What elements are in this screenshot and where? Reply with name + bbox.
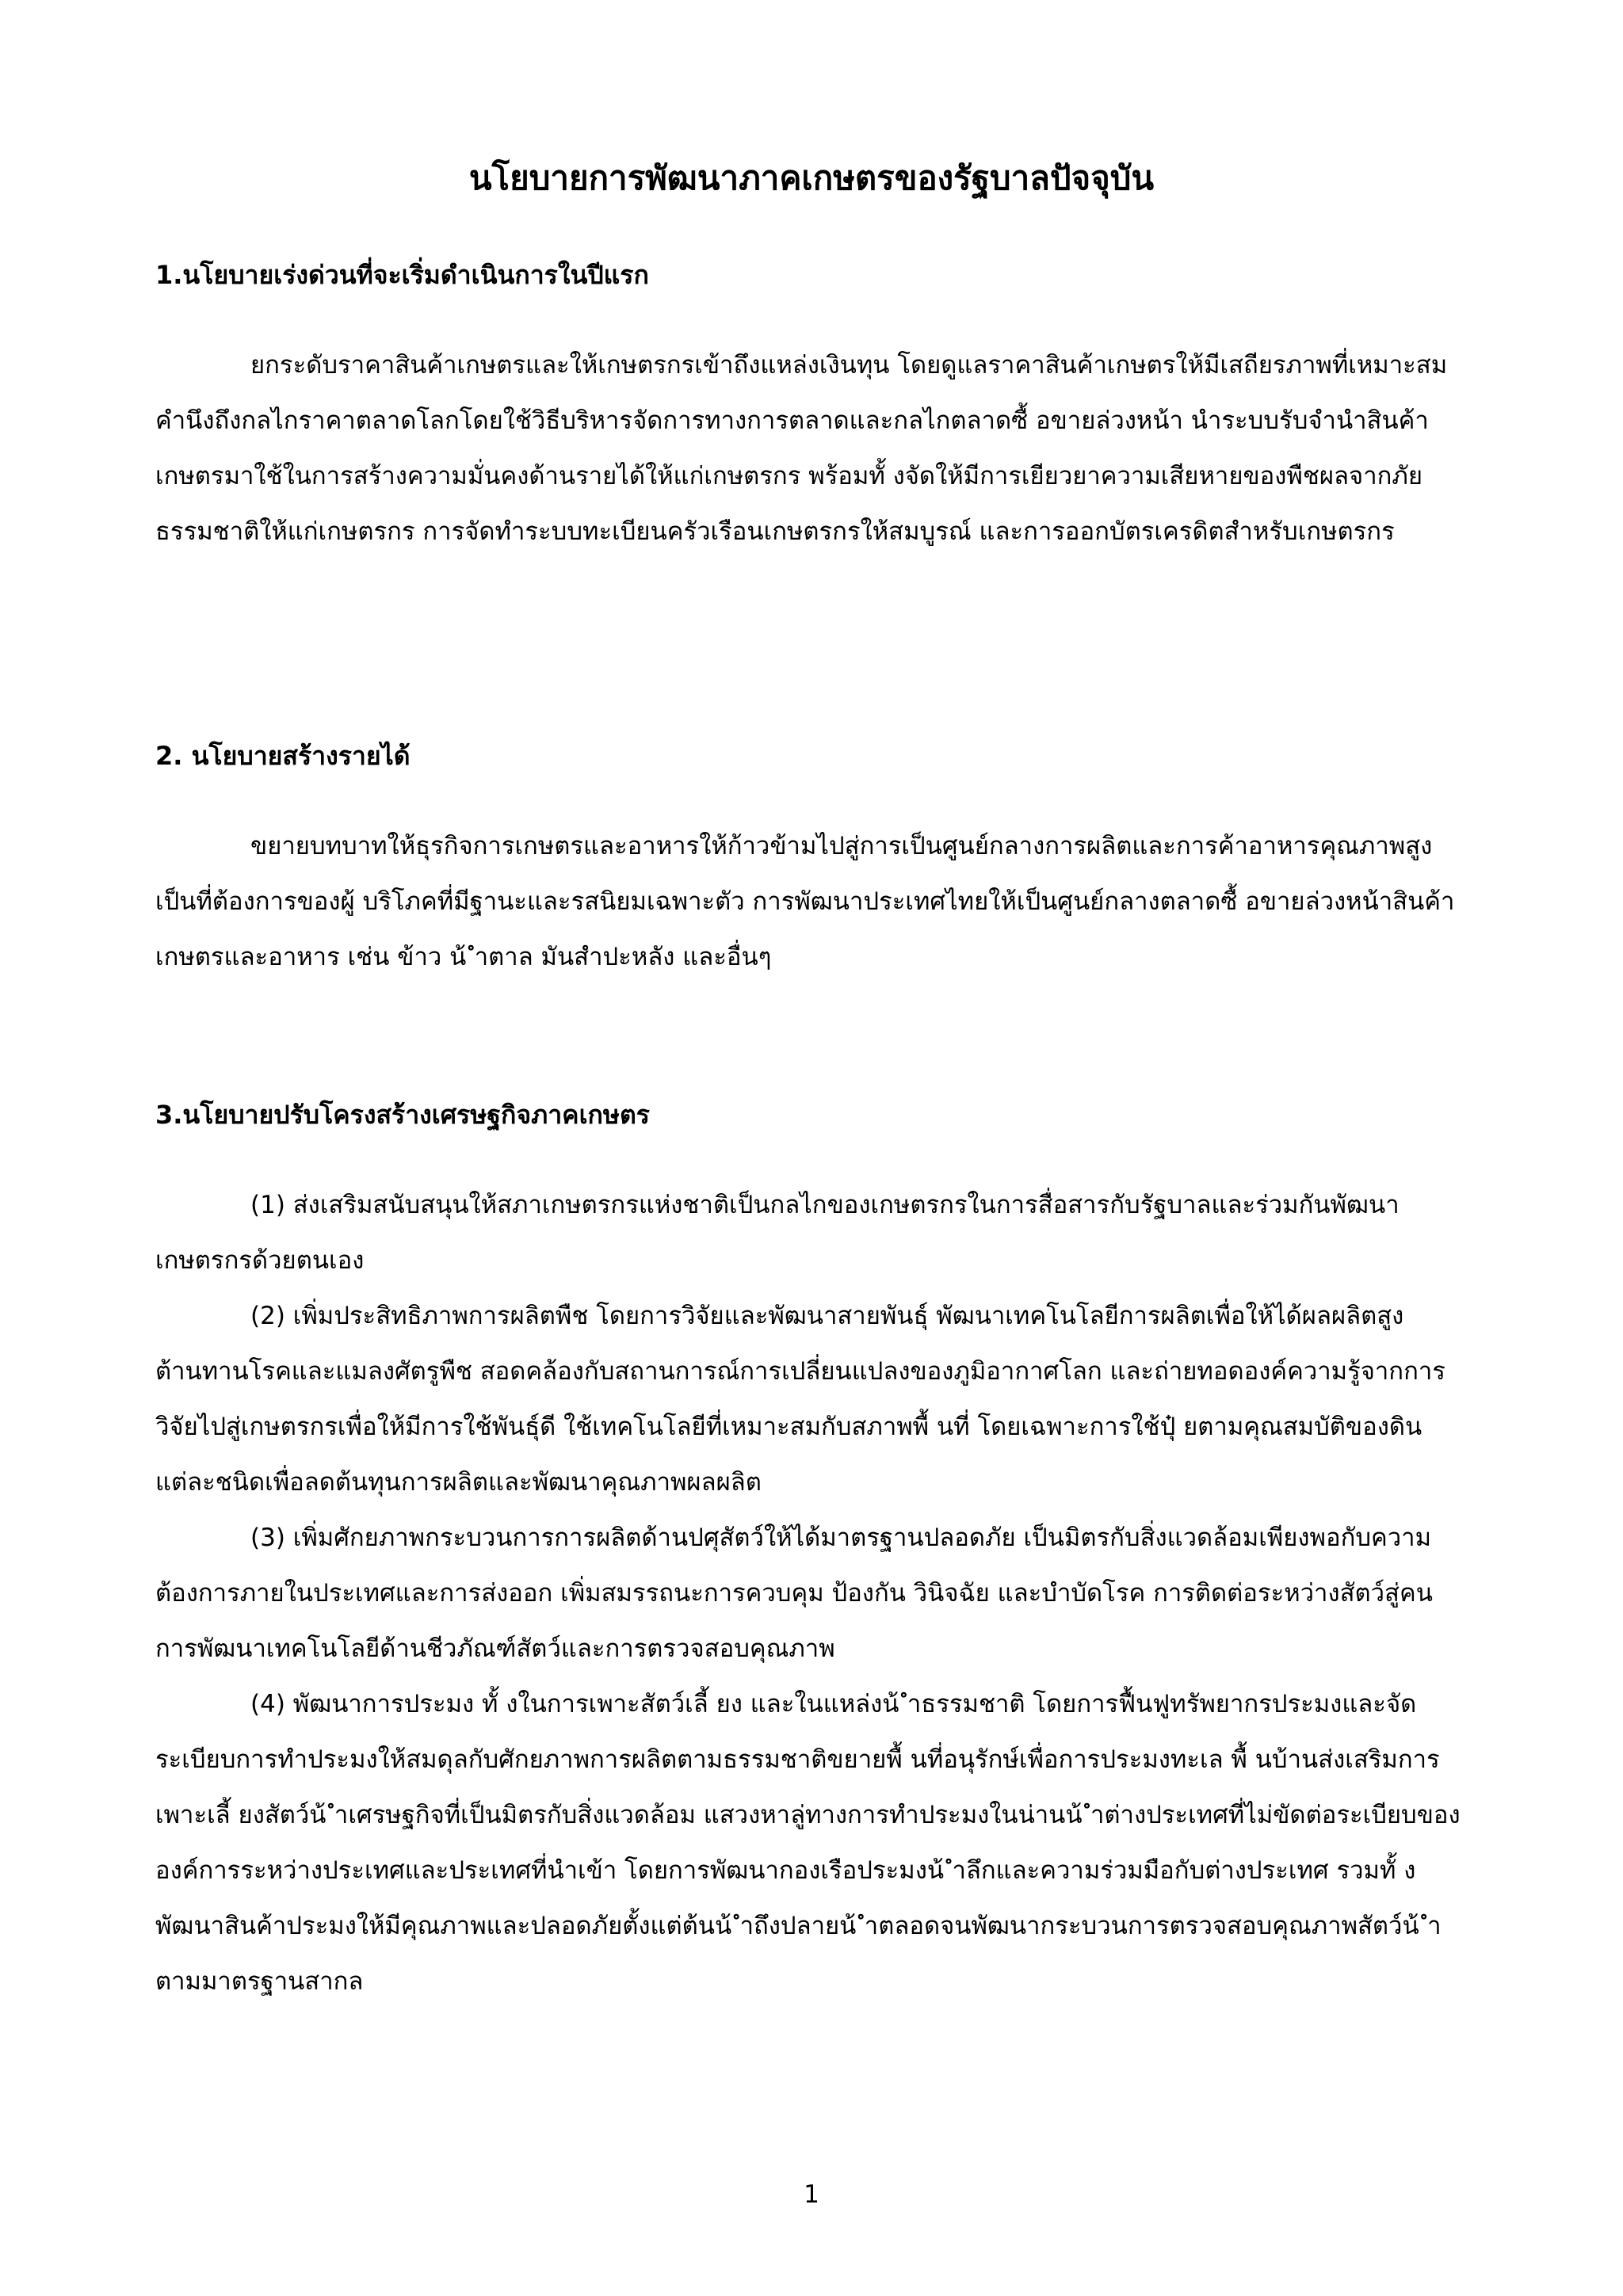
document-title: นโยบายการพัฒนาภาคเกษตรของรัฐบาลปัจจุบัน bbox=[468, 158, 1155, 197]
section-1-paragraph: ยกระดับราคาสินค้าเกษตรและให้เกษตรกรเข้าถึงแหล่งเงินทุน โดยดูแลราคาสินค้าเกษตรให้มีเสถียรภาพที่เหมาะสม คำนึงถึงกลไกราคาตลาดโลกโดยใช้วิธีบริหารจัดการทางการตลาดและกลไกตลาดซื้ อขายล่วงหน้า นำระบบรับจำนำสินค้าเกษตรมาใช้ในการสร้างความมั่นคงด้านรายได้ให้แก่เกษตรกร พร้อมทั้ งจัดให้มีการเยียวยาความเสียหายของพืชผลจากภัยธรรมชาติให้แก่เกษตรกร การจัดทำระบบทะเบียนครัวเรือนเกษตรกรให้สมบูรณ์ และการออกบัตรเครดิตสำหรับเกษตรกร bbox=[155, 351, 1448, 546]
section-3-item-3: (3) เพิ่มศักยภาพกระบวนการการผลิตด้านปศุสัตว์ให้ได้มาตรฐานปลอดภัย เป็นมิตรกับสิ่งแวดล้อมเพียงพอกับความต้องการภายในประเทศและการส่งออก เพิ่มสมรรถนะการควบคุม ป้องกัน วินิจฉัย และบำบัดโรค การติดต่อระหว่างสัตว์สู่คน การพัฒนาเทคโนโลยีด้านชีวภัณฑ์สัตว์และการตรวจสอบคุณภาพ bbox=[155, 1524, 1433, 1663]
section-3-item-4: (4) พัฒนาการประมง ทั้ งในการเพาะสัตว์เลี้ ยง และในแหล่งน้ ำธรรมชาติ โดยการฟื้นฟูทรัพยากรประมงและจัดระเบียบการทำประมงให้สมดุลกับศักยภาพการผลิตตามธรรมชาติขยายพื้ นที่อนุรักษ์เพื่อการประมงทะเล พื้ นบ้านส่งเสริมการเพาะเลี้ ยงสัตว์น้ ำเศรษฐกิจที่เป็นมิตรกับสิ่งแวดล้อม แสวงหาลู่ทางการทำประมงในน่านน้ ำต่างประเทศที่ไม่ขัดต่อระเบียบขององค์การระหว่างประเทศและประเทศที่นำเข้า โดยการพัฒนากองเรือประมงน้ ำลึกและความร่วมมือกับต่างประเทศ รวมทั้ งพัฒนาสินค้าประมงให้มีคุณภาพและปลอดภัยตั้งแต่ต้นน้ ำถึงปลายน้ ำตลอดจนพัฒนากระบวนการตรวจสอบคุณภาพสัตว์น้ ำตามมาตรฐานสากล bbox=[155, 1690, 1461, 1996]
section-3-item-1: (1) ส่งเสริมสนับสนุนให้สภาเกษตรกรแห่งชาติเป็นกลไกของเกษตรกรในการสื่อสารกับรัฐบาลและร่วมกันพัฒนาเกษตรกรด้วยตนเอง bbox=[155, 1191, 1400, 1275]
section-2-heading: 2. นโยบายสร้างรายได้ bbox=[155, 741, 411, 771]
section-3-heading: 3.นโยบายปรับโครงสร้างเศรษฐกิจภาคเกษตร bbox=[155, 1100, 650, 1130]
section-1-heading: 1.นโยบายเร่งด่วนที่จะเริ่มดำเนินการในปีแรก bbox=[155, 260, 649, 290]
page-number: 1 bbox=[804, 2180, 819, 2209]
section-3-item-2: (2) เพิ่มประสิทธิภาพการผลิตพืช โดยการวิจัยและพัฒนาสายพันธุ์ พัฒนาเทคโนโลยีการผลิตเพื่อให้ได้ผลผลิตสูง ต้านทานโรคและแมลงศัตรูพืช สอดคล้องกับสถานการณ์การเปลี่ยนแปลงของภูมิอากาศโลก และถ่ายทอดองค์ความรู้จากการวิจัยไปสู่เกษตรกรเพื่อให้มีการใช้พันธุ์ดี ใช้เทคโนโลยีที่เหมาะสมกับสภาพพื้ นที่ โดยเฉพาะการใช้ปุ๋ ยตามคุณสมบัติของดินแต่ละชนิดเพื่อลดต้นทุนการผลิตและพัฒนาคุณภาพผลผลิต bbox=[155, 1302, 1445, 1497]
section-2-paragraph: ขยายบทบาทให้ธุรกิจการเกษตรและอาหารให้ก้าวข้ามไปสู่การเป็นศูนย์กลางการผลิตและการค้าอาหารคุณภาพสูง เป็นที่ต้องการของผู้ บริโภคที่มีฐานะและรสนิยมเฉพาะตัว การพัฒนาประเทศไทยให้เป็นศูนย์กลางตลาดซื้ อขายล่วงหน้าสินค้าเกษตรและอาหาร เช่น ข้าว น้ ำตาล มันสำปะหลัง และอื่นๆ bbox=[155, 832, 1455, 971]
